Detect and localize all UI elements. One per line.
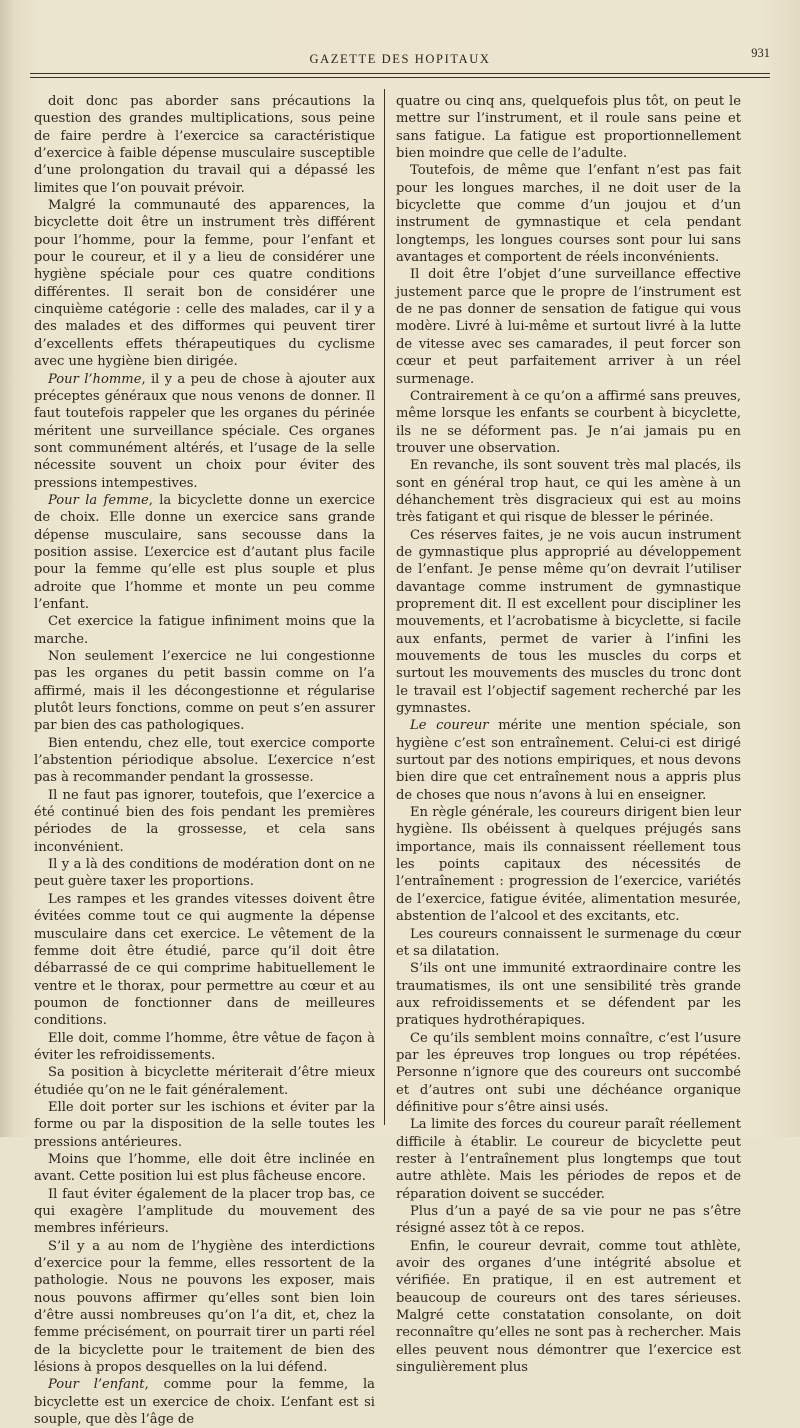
paragraph (34, 371, 375, 492)
paragraph (34, 735, 375, 787)
paragraph (34, 891, 375, 1030)
paragraph-text: quatre ou cinq ans, quelquefois plus tôt, on peut le mettre sur l’instrument, et il roule sans peine et sans fatigue. La fatigue est proportionnellement bien moindre que celle de l’adulte. (396, 94, 741, 162)
paragraph-text: Cet exercice la fatigue infiniment moins que la marche. (34, 614, 375, 647)
paragraph (34, 1151, 375, 1186)
paragraph (34, 1376, 375, 1428)
paragraph-text: doit donc pas aborder sans précautions la question des grandes multiplications, sous peine de faire perdre à l’exercice sa caractéristique d’exercice à faible dépense musculaire susceptible d’une prolongation du travail qui a dépassé les limites que l’on pouvait prévoir. (34, 94, 375, 196)
paragraph-text: Moins que l’homme, elle doit être inclinée en avant. Cette position lui est plus fâcheuse encore. (34, 1151, 375, 1185)
paragraph (396, 457, 741, 526)
paragraph-text: Il ne faut pas ignorer, toutefois, que l’exercice a été continué bien des fois pendant les premières périodes de la grossesse, et cela sans inconvénient. (34, 787, 375, 855)
paragraph-text: Sa position à bicyclette mériterait d’être mieux étudiée qu’on ne le fait généralement. (34, 1065, 375, 1098)
paragraph-text: Les rampes et les grandes vitesses doivent être évitées comme tout ce qui augmente la dépense musculaire dans cet exercice. Le vêtement de la femme doit être étudié, parce qu’il doit être débarrassé de ce qui comprime habituellement le ventre et le thorax, pour permettre au cœur et au poumon de fonctionner dans de meilleures conditions. (34, 891, 375, 1029)
left-column (34, 93, 375, 1428)
paragraph (396, 527, 741, 718)
paragraph (396, 266, 741, 387)
paragraph (396, 926, 741, 961)
paragraph-text: Non seulement l’exercice ne lui congestionne pas les organes du petit bassin comme on l’a affirmé, mais il les décongestionne et régularise plutôt leurs fonctions, comme on peut s’en assurer par bien des cas pathologiques. (34, 649, 375, 734)
paragraph-text: Elle doit porter sur les ischions et éviter par la forme ou par la disposition de la selle toutes les pressions antérieures. (34, 1099, 375, 1150)
header-rule-thin (30, 77, 770, 78)
paragraph-text: Toutefois, de même que l’enfant n’est pas fait pour les longues marches, il ne doit user de la bicyclette que comme d’un joujou et d’un instrument de gymnastique et cela pendant longtemps, les longues courses sont pour lui sans avantages et comportent de réels inconvénients. (396, 163, 741, 266)
paragraph (396, 93, 741, 162)
paragraph-text: Malgré la communauté des apparences, la bicyclette doit être un instrument très différent pour l’homme, pour la femme, pour l’enfant et pour le coureur, et il y a lieu de considérer une hygiène spéciale pour ces quatre conditions différentes. Il serait bon de considérer une cinquième catégorie : celle des malades, car il y a des malades et des difformes qui peuvent tirer d’excellents effets thérapeutiques du cyclisme avec une hygiène bien dirigée. (34, 198, 375, 370)
column-divider (384, 89, 385, 1125)
paragraph-lead: Pour l’homme (48, 371, 142, 387)
paragraph-lead: Pour la femme (48, 492, 149, 508)
paragraph-text: Elle doit, comme l’homme, être vêtue de façon à éviter les refroidissements. (34, 1030, 375, 1063)
paragraph (34, 1030, 375, 1065)
paragraph (34, 648, 375, 735)
paragraph (396, 1030, 741, 1117)
paragraph (34, 492, 375, 613)
page-number: 931 (751, 46, 770, 60)
paragraph-text: En revanche, ils sont souvent très mal placés, ils sont en général trop haut, ce qui les amène à un déhanchement très disgracieux qui est au moins très fatigant et qui risque de blesser le périnée. (396, 458, 741, 526)
paragraph (396, 960, 741, 1029)
paragraph (396, 1116, 741, 1203)
paragraph-text: En règle générale, les coureurs dirigent bien leur hygiène. Ils obéissent à quelques préjugés sans importance, mais ils connaissent réellement tous les points capitaux des nécessités de l’entraînement : progression de l’exercice, variétés de l’exercice, fatigue évitée, alimentation mesurée, abstention de l’alcool et des excitants, etc. (396, 805, 741, 925)
paragraph-text: Ces réserves faites, je ne vois aucun instrument de gymnastique plus approprié au développement de l’enfant. Je pense même qu’on devrait l’utiliser davantage comme instrument de gymnastique proprement dit. Il est excellent pour discipliner les mouvements, et l’acrobatisme à bicyclette, si facile aux enfants, permet de varier à l’infini les mouvements de tous les muscles du corps et surtout les mouvements des muscles du tronc dont le travail est l’objectif sagement recherché par les gymnastes. (396, 527, 741, 717)
paragraph-text: Il faut éviter également de la placer trop bas, ce qui exagère l’amplitude du mouvement des membres inférieurs. (34, 1186, 375, 1237)
paragraph-text: Il doit être l’objet d’une surveillance effective justement parce que le propre de l’instrument est de ne pas donner de sensation de fatigue qui vous modère. Livré à lui-même et surtout livré à la lutte de vitesse avec ses camarades, il peut forcer son cœur et peut parfaitement arriver à un réel surmenage. (396, 267, 741, 387)
paragraph (34, 856, 375, 891)
paragraph (396, 804, 741, 925)
page-header (30, 46, 770, 72)
paragraph (34, 1064, 375, 1099)
paragraph (34, 93, 375, 197)
paragraph (34, 1186, 375, 1238)
paragraph-text: Plus d’un a payé de sa vie pour ne pas s’être résigné assez tôt à ce repos. (396, 1204, 741, 1237)
paragraph-text: S’ils ont une immunité extraordinaire contre les traumatismes, ils ont une sensibilité très grande aux refroidissements et se défendent par les pratiques hydrothérapiques. (396, 961, 741, 1029)
paragraph-text: , il y a peu de chose à ajouter aux préceptes généraux que nous venons de donner. Il faut toutefois rappeler que les organes du périnée méritent une surveillance spéciale. Ces organes sont communément altérés, et l’usage de la selle nécessite souvent un choix pour éviter des pressions intempestives. (34, 371, 375, 491)
paragraph (34, 787, 375, 856)
paragraph (34, 1238, 375, 1377)
paragraph-text: Les coureurs connaissent le surmenage du cœur et sa dilatation. (396, 926, 741, 959)
paragraph (34, 197, 375, 370)
header-rule-thick (30, 73, 770, 74)
paragraph (396, 388, 741, 457)
paragraph-text: Bien entendu, chez elle, tout exercice comporte l’abstention périodique absolue. L’exercice n’est pas à recommander pendant la grossesse. (34, 735, 375, 786)
paragraph (396, 717, 741, 804)
paragraph-text: , la bicyclette donne un exercice de choix. Elle donne un exercice sans grande dépense musculaire, sans secousse dans la position assise. L’exercice est d’autant plus facile pour la femme qu’elle est plus souple et plus adroite que l’homme et monte un peu comme l’enfant. (34, 492, 375, 612)
paragraph-lead: Le coureur (410, 718, 489, 734)
paragraph-text: La limite des forces du coureur paraît réellement difficile à établir. Le coureur de bicyclette peut rester à l’entraînement plus longtemps que tout autre athlète. Mais les périodes de repos et de réparation doivent se succéder. (396, 1117, 741, 1202)
journal-title: GAZETTE DES HOPITAUX (309, 52, 491, 66)
paragraph (34, 1099, 375, 1151)
paragraph-lead: Pour l’enfant (48, 1377, 145, 1393)
paragraph-text: S’il y a au nom de l’hygiène des interdictions d’exercice pour la femme, elles ressortent de la pathologie. Nous ne pouvons les exposer, mais nous pouvons affirmer qu’elles sont bien loin d’être aussi nombreuses qu’on l’a dit, et, chez la femme précisément, on pourrait tirer un parti réel de la bicyclette pour le traitement de bien des lésions à propos desquelles on la lui défend. (34, 1238, 375, 1376)
paragraph-text: mérite une mention spéciale, son hygiène c’est son entraînement. Celui-ci est dirigé surtout par des notions empiriques, et nous devons bien dire que cet entraînement nous a appris plus de choses que nous n’avons à lui en enseigner. (396, 718, 741, 803)
paragraph (396, 162, 741, 266)
paragraph-text: , comme pour la femme, la bicyclette est un exercice de choix. L’enfant est si souple, que dès l’âge de (34, 1377, 375, 1428)
paragraph (34, 613, 375, 648)
paragraph-text: Ce qu’ils semblent moins connaître, c’est l’usure par les épreuves trop longues ou trop répétées. Personne n’ignore que des coureurs ont succombé et d’autres ont subi une déchéance organique définitive pour s’être ainsi usés. (396, 1030, 741, 1115)
right-column (396, 93, 741, 1376)
paragraph-text: Contrairement à ce qu’on a affirmé sans preuves, même lorsque les enfants se courbent à bicyclette, ils ne se déforment pas. Je n’ai jamais pu en trouver une observation. (396, 388, 741, 456)
paragraph (396, 1203, 741, 1238)
paragraph-text: Il y a là des conditions de modération dont on ne peut guère taxer les proportions. (34, 857, 375, 890)
paragraph (396, 1238, 741, 1377)
paragraph-text: Enfin, le coureur devrait, comme tout athlète, avoir des organes d’une intégrité absolue et vérifiée. En pratique, il en est autrement et beaucoup de coureurs ont des tares sérieuses. Malgré cette constatation consolante, on doit reconnaître qu’elles ne sont pas à rechercher. Mais elles peuvent nous démontrer que l’exercice est singulièrement plus (396, 1238, 741, 1376)
